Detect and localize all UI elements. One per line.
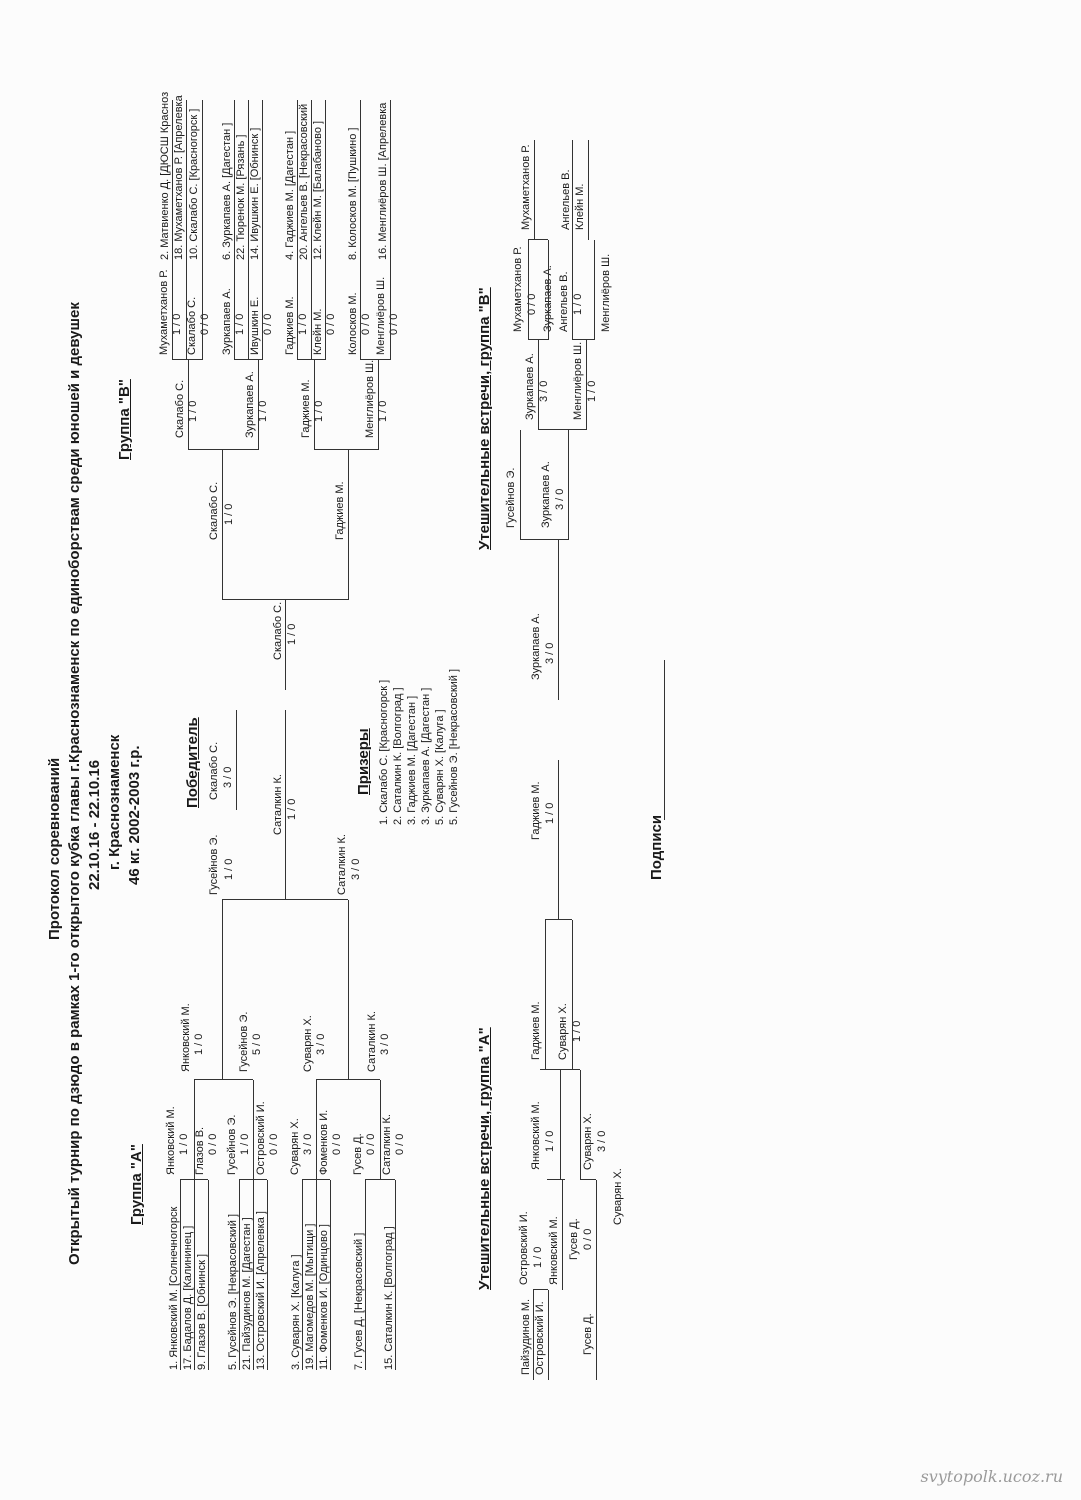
watermark: svytopolk.ucoz.ru [920,1467,1063,1486]
bracket-line [533,1290,534,1380]
match-score: 0 / 0 [199,313,211,335]
bracket-line [267,1180,268,1370]
bracket-line [580,1179,596,1180]
match-score: 0 / 0 [526,293,538,315]
participant: 1. Янковский М. [Солнечногорск [168,1206,180,1370]
match-loser: Фоменков И. [318,1109,330,1175]
protocol-subtitle: Открытый турнир по дзюдо в рамках 1-го открытого кубка главы г.Краснознаменск по единоборствам среди юношей и девушек [66,302,83,1265]
match-winner: Скалабо С. [174,379,186,438]
participant: 21. Пайзудинов М. [Дагестан ] [241,1217,253,1370]
entrant: Клейн М. [574,183,586,230]
participant: 8. Колосков М. [Пушкино ] [347,127,359,260]
match-score: 0 / 0 [388,313,400,335]
match-winner: Гусейнов Э. [208,834,220,895]
match-score: 1 / 0 [377,400,389,422]
protocol-category: 46 кг. 2002-2003 г.р. [126,745,143,885]
bracket-line [194,1079,253,1080]
bracket-line [348,450,349,600]
match-winner: Суварян Х. [557,1003,569,1060]
match-loser: Скалабо С. [186,296,198,355]
winner-score: 3 / 0 [222,766,234,788]
protocol-title: Протокол соревнований [46,757,63,940]
match-winner: Суварян Х. [302,1015,314,1072]
participant: 7. Гусев Д. [Некрасовский ] [353,1232,365,1370]
match-loser: Менглиёров Ш. [600,253,612,332]
bracket-line [596,1180,597,1290]
participant: 20. Ангельев В. [Некрасовский [298,103,310,260]
match-score: 1 / 0 [171,313,183,335]
match-score: 3 / 0 [302,1133,314,1155]
bracket-line [253,1080,254,1180]
protocol-city: г. Краснознаменск [106,734,123,870]
participant: 16. Менглиёров Ш. [Апрелевка [377,102,389,260]
participant: 9. Глазов В. [Обнинск ] [196,1254,208,1370]
match-score: 0 / 0 [331,1133,343,1155]
participant: 13. Островский И. [Апрелевка ] [255,1211,267,1370]
participant: 3. Суварян Х. [Калуга ] [290,1254,302,1370]
prize-item: 1. Скалабо С. [Красногорск ] [378,679,390,825]
match-loser: Ивушкин Е. [249,296,261,355]
match-score: 0 / 0 [207,1133,219,1155]
bracket-line [568,429,586,430]
match-loser: Янковский М. [548,1216,560,1285]
bracket-line [572,339,594,340]
consolation-b-label: Утешительные встречи, группа "В" [476,287,493,550]
match-score: 0 / 0 [365,1133,377,1155]
group-b-label: Группа "В" [116,379,133,460]
match-loser: Суварян Х. [612,1168,624,1225]
match-winner: Гусев Д. [568,1218,580,1260]
match-winner: Мухаметханов Р. [158,269,170,355]
participant: 6. Зуркапаев А. [Дагестан ] [221,122,233,260]
participant: 22. Тюренок М. [Рязань ] [235,134,247,260]
match-score: 1 / 0 [193,1033,205,1055]
bracket-line [285,710,286,790]
match-winner: Янковский М. [165,1106,177,1175]
bracket-line [547,1179,565,1180]
entrant: Пайзудинов М. [520,1298,532,1375]
bracket-line [188,449,258,450]
bracket-line [172,359,202,360]
bracket-line [180,1180,181,1370]
prize-item: 3. Зуркапаев А. [Дагестан ] [420,687,432,825]
bracket-line [302,1180,303,1370]
signature-label: Подписи [648,814,665,880]
match-score: 1 / 0 [532,1246,544,1268]
match-loser: Глазов В. [194,1126,206,1175]
match-score: 0 / 0 [262,313,274,335]
match-score: 1 / 0 [178,1133,190,1155]
match-score: 3 / 0 [538,380,550,402]
participant: 18. Мухаметханов Р. [Апрелевка [173,95,185,260]
match-score: 1 / 0 [297,313,309,335]
bracket-line [528,239,548,240]
consolation-a-label: Утешительные встречи, группа "А" [476,1027,493,1290]
bracket-line [528,339,548,340]
match-score: 1 / 0 [586,380,598,402]
bracket-line [558,760,559,920]
bracket-line [330,1180,331,1370]
match-winner: Менглиёров Ш. [572,341,584,420]
match-score: 1 / 0 [239,1133,251,1155]
bracket-line [316,1080,317,1180]
match-winner: Зуркапаев А. [221,288,233,355]
entrant: Гусев Д. [582,1313,594,1355]
match-winner: Гаджиев М. [300,379,312,438]
winner-name: Скалабо С. [208,741,220,800]
match-winner: Мухаметханов Р. [512,246,524,332]
match-score: 0 / 0 [394,1133,406,1155]
participant: 2. Матвиенко Д. [ДЮСШ Красноз [159,91,171,260]
match-winner: Гусейнов Э. [226,1114,238,1175]
participant: 12. Клейн М. [Балабаново ] [312,120,324,260]
entrant: Мухаметханов Р. [520,144,532,230]
match-winner: Скалабо С. [208,481,220,540]
match-score: 3 / 0 [379,1033,391,1055]
bracket-line [222,450,223,600]
bracket-line [594,240,595,340]
bracket-line [360,100,361,360]
bracket-line [588,140,589,240]
bracket-line [533,1289,548,1290]
group-b-finalist: Скалабо С. [272,601,284,660]
match-score: 1 / 0 [286,798,298,820]
protocol-dates: 22.10.16 - 22.10.16 [86,759,103,890]
bracket-line [316,1180,317,1370]
prize-item: 2. Саталкин К. [Волгоград ] [392,687,404,825]
match-score: 3 / 0 [544,642,556,664]
match-score: 1 / 0 [571,1020,583,1042]
match-score: 0 / 0 [325,313,337,335]
match-loser: Саталкин К. [381,1114,393,1175]
match-winner: Колосков М. [347,292,359,355]
match-score: 1 / 0 [286,623,298,645]
match-winner: Островский И. [518,1211,530,1285]
participant: 4. Гаджиев М. [Дагестан ] [284,130,296,260]
match-winner: Ангельев В. [558,271,570,332]
bracket-line [568,430,569,540]
prize-item: 3. Гаджиев М. [Дагестан ] [406,695,418,825]
match-winner: Менглиёров Ш. [364,359,376,438]
bracket-line [520,539,568,540]
bracket-line [596,1290,597,1380]
participant: 14. Ивушкин Е. [Обнинск ] [249,127,261,260]
match-score: 3 / 0 [350,858,362,880]
match-winner: Гусейнов Э. [238,1011,250,1072]
bracket-line [572,920,573,1070]
match-winner: Гусев Д. [352,1133,364,1175]
bracket-line [202,100,203,360]
match-winner: Гусейнов Э. [505,467,517,528]
prize-item: 5. Суварян Х. [Калуга ] [434,709,446,825]
match-score: 1 / 0 [544,1130,556,1152]
signature-line [664,660,665,820]
bracket-line [572,240,573,340]
match-score: 1 / 0 [257,400,269,422]
bracket-line [560,1070,561,1180]
bracket-line [253,1180,254,1370]
group-a-label: Группа "А" [128,1144,145,1225]
bracket-line [540,1069,580,1070]
match-score: 0 / 0 [582,1228,594,1250]
match-loser: Островский И. [255,1101,267,1175]
bracket-line [520,430,521,540]
bracket-line [314,449,378,450]
match-score: 1 / 0 [234,313,246,335]
match-score: 3 / 0 [596,1130,608,1152]
bracket-line [538,429,568,430]
entrant: Ангельев В. [560,169,572,230]
match-winner: Суварян Х. [289,1118,301,1175]
match-score: 5 / 0 [251,1033,263,1055]
match-winner: Зуркапаев А. [524,353,536,420]
match-winner: Гаджиев М. [334,481,346,540]
bracket-line [360,359,390,360]
match-score: 1 / 0 [313,400,325,422]
bracket-line [239,1180,240,1370]
participant: 19. Магомедов М. [Мытищи ] [304,1223,316,1370]
match-loser: Клейн М. [312,308,324,355]
match-score: 1 / 0 [544,802,556,824]
bracket-line [545,920,546,1070]
match-score: 1 / 0 [223,503,235,525]
bracket-line [262,100,263,360]
bracket-line [236,710,237,810]
bracket-line [186,100,187,360]
match-winner: Гаджиев М. [284,296,296,355]
winner-label: Победитель [184,717,201,808]
match-score: 0 / 0 [360,313,372,335]
match-score: 0 / 0 [268,1133,280,1155]
bracket-line [348,900,349,1080]
bracket-line [194,1180,195,1370]
match-winner: Суварян Х. [582,1113,594,1170]
bracket-line [562,1180,563,1290]
participant: 10. Скалабо С. [Красногорск ] [188,108,200,260]
bracket-line [395,1180,396,1370]
prizes-label: Призеры [355,728,372,795]
match-loser: Менглиёров Ш. [375,276,387,355]
match-winner: Саталкин К. [336,834,348,895]
match-winner: Зуркапаев А. [540,461,552,528]
bracket-line [194,1080,195,1180]
match-score: 1 / 0 [572,293,584,315]
match-score: 3 / 0 [315,1033,327,1055]
bracket-line [548,1290,549,1380]
bracket-line [285,600,286,690]
bracket-line [380,1080,381,1180]
bracket-line [572,140,573,240]
participant: 5. Гусейнов Э. [Некрасовский ] [227,1213,239,1370]
participant: 11. Фоменков И. [Одинцово ] [318,1224,330,1370]
group-a-finalist: Саталкин К. [272,774,284,835]
consolation-b-winner: Зуркапаев А. [530,613,542,680]
bracket-line [222,900,223,1080]
bracket-line [548,240,549,340]
bracket-line [390,100,391,360]
match-winner: Саталкин К. [366,1011,378,1072]
bracket-line [534,140,535,240]
consolation-a-winner: Гаджиев М. [530,781,542,840]
bracket-line [222,599,348,600]
match-loser: Зуркапаев А. [542,265,554,332]
bracket-line [580,1070,581,1180]
participant: 15. Саталкин К. [Волгоград ] [383,1226,395,1370]
match-score: 1 / 0 [187,400,199,422]
prize-item: 5. Гусейнов Э. [Некрасовский ] [448,668,460,825]
participant: 17. Бадалов Д. [Калининец ] [182,1225,194,1370]
match-winner: Янковский М. [530,1101,542,1170]
match-winner: Зуркапаев А. [244,371,256,438]
bracket-line [558,540,559,700]
bracket-line [365,1180,366,1370]
match-score: 3 / 0 [554,488,566,510]
match-score: 1 / 0 [223,858,235,880]
bracket-line [208,1180,209,1370]
entrant: Островский И. [534,1301,546,1375]
bracket-line [528,240,529,340]
match-winner: Янковский М. [180,1003,192,1072]
bracket-line [325,100,326,360]
match-winner: Гаджиев М. [530,1001,542,1060]
